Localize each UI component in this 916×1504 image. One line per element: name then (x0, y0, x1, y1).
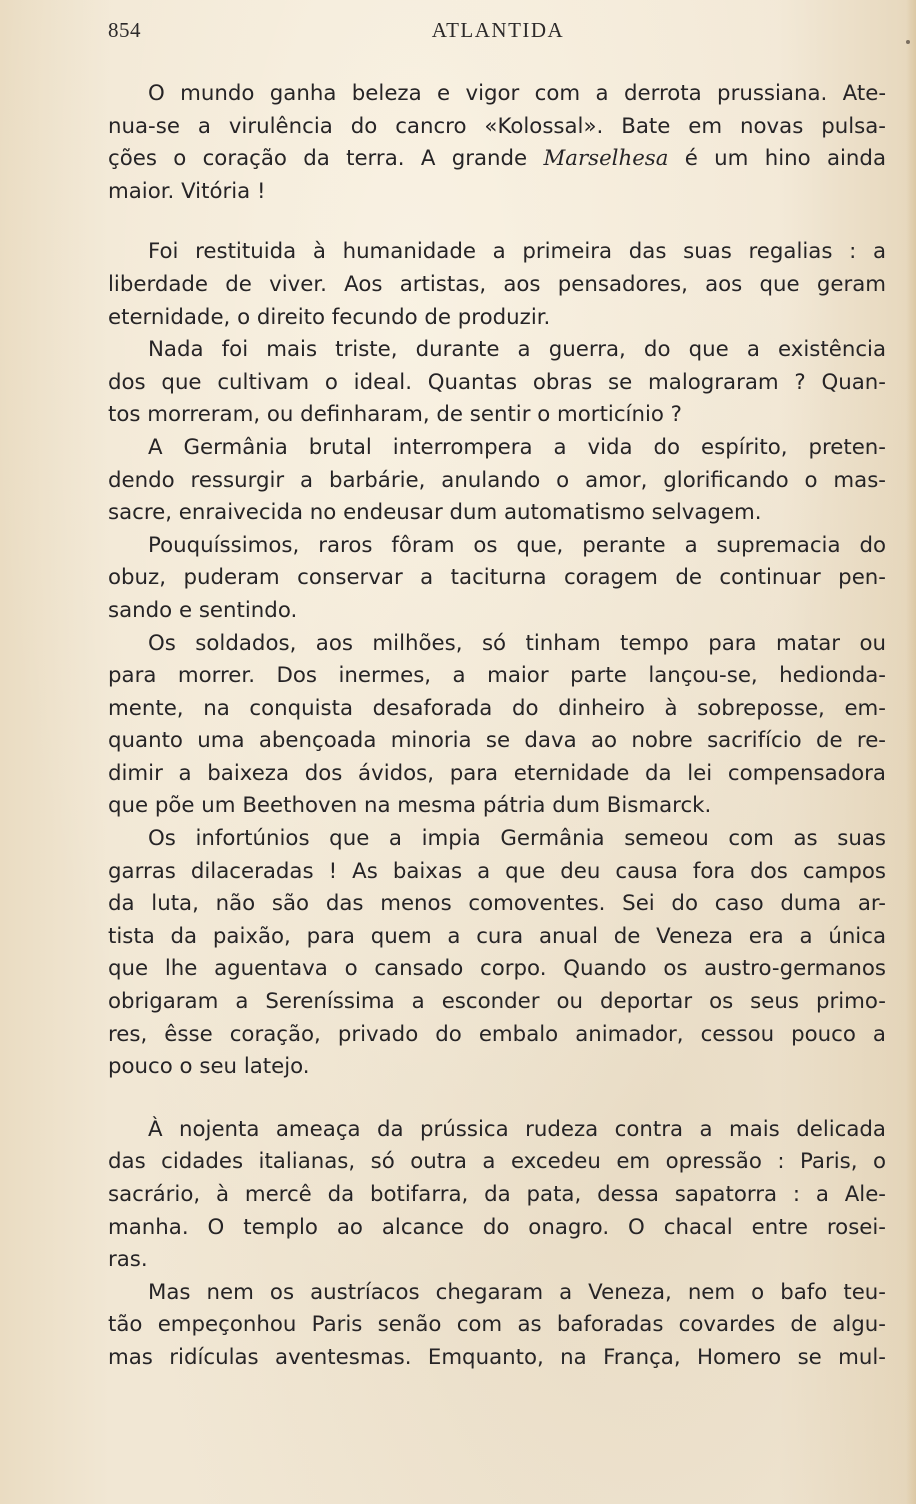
paragraph-2 (108, 236, 886, 334)
text-line: Nada foi mais triste, durante a guerra, do que a existência (148, 337, 886, 363)
running-title: ATLANTIDA (431, 18, 565, 42)
text-line: maior. Vitória ! (108, 178, 266, 204)
text-line: ras. (108, 1247, 148, 1273)
text-line: tos morreram, ou definharam, de sentir o morticínio ? (108, 402, 682, 428)
text-span: é um hino ainda (668, 146, 886, 172)
text-line: A Germânia brutal interrompera a vida do espírito, preten- (148, 434, 886, 460)
text-line: dimir a baixeza dos ávidos, para eternidade da lei compensadora (108, 760, 886, 786)
section-break (108, 208, 886, 236)
text-line: dendo ressurgir a barbárie, anulando o amor, glorificando o mas- (108, 467, 886, 493)
text-line: da luta, não são das menos comoventes. Sei do caso duma ar- (108, 891, 886, 917)
text-line: res, êsse coração, privado do embalo animador, cessou pouco a (108, 1021, 886, 1047)
text-line: liberdade de viver. Aos artistas, aos pensadores, aos que geram (108, 271, 886, 297)
paragraph-1 (108, 78, 886, 208)
text-line: garras dilaceradas ! As baixas a que deu causa fora dos campos (108, 858, 886, 884)
text-line: que põe um Beethoven na mesma pátria dum Bismarck. (108, 793, 712, 819)
paragraph-8 (108, 1114, 886, 1277)
text-line: manha. O templo ao alcance do onagro. O chacal entre rosei- (108, 1214, 886, 1240)
text-span: ções o coração da terra. A grande (108, 146, 544, 172)
text-line: À nojenta ameaça da prússica rudeza contra a mais delicada (148, 1116, 886, 1142)
margin-dot (906, 40, 910, 44)
text-line: sacre, enraivecida no endeusar dum automatismo selvagem. (108, 500, 762, 526)
text-line: sando e sentindo. (108, 597, 298, 623)
text-line: pouco o seu latejo. (108, 1054, 310, 1080)
text-line: Pouquíssimos, raros fôram os que, perante a supremacia do (148, 532, 886, 558)
text-line: dos que cultivam o ideal. Quantas obras se malograram ? Quan- (108, 369, 886, 395)
text-line: O mundo ganha beleza e vigor com a derrota prussiana. Ate- (148, 81, 886, 106)
paragraph-3 (108, 334, 886, 432)
text-line: obrigaram a Sereníssima a esconder ou deportar os seus primo- (108, 989, 886, 1015)
paragraph-4 (108, 432, 886, 530)
text-line: Os soldados, aos milhões, só tinham tempo para matar ou (148, 630, 886, 656)
text-line: eternidade, o direito fecundo de produzir. (108, 304, 551, 330)
text-line: quanto uma abençoada minoria se dava ao nobre sacrifício de re- (108, 728, 886, 754)
page-number: 854 (108, 18, 141, 42)
text-line: mente, na conquista desaforada do dinheiro à sobreposse, em- (108, 695, 886, 721)
text-line: que lhe aguentava o cansado corpo. Quando os austro-germanos (108, 956, 886, 982)
text-line: obuz, puderam conservar a taciturna coragem de continuar pen- (108, 565, 886, 591)
paragraph-7 (108, 823, 886, 1084)
text-line: nua-se a virulência do cancro «Kolossal». Bate em novas pulsa- (108, 113, 886, 139)
section-break (108, 1084, 886, 1114)
paragraph-9 (108, 1277, 886, 1375)
paragraph-6 (108, 628, 886, 824)
text-line: mas ridículas aventesmas. Emquanto, na França, Homero se mul- (108, 1344, 886, 1370)
page-edge-shadow (906, 0, 916, 1504)
text-line: Foi restituida à humanidade a primeira das suas regalias : a (148, 239, 886, 265)
italic-title: Marselhesa (543, 146, 669, 172)
text-line: sacrário, à mercê da botifarra, da pata, dessa sapatorra : a Ale- (108, 1182, 886, 1207)
text-line: Os infortúnios que a impia Germânia semeou com as suas (148, 826, 886, 852)
text-line: tão empeçonhou Paris senão com as baforadas covardes de algu- (108, 1312, 886, 1338)
page-header (108, 18, 888, 46)
body-text (108, 78, 886, 1375)
text-line: Mas nem os austríacos chegaram a Veneza, nem o bafo teu- (148, 1279, 886, 1305)
text-line: das cidades italianas, só outra a excedeu em opressão : Paris, o (108, 1149, 886, 1175)
text-line: tista da paixão, para quem a cura anual de Veneza era a única (108, 923, 886, 949)
text-line: para morrer. Dos inermes, a maior parte lançou-se, hedionda- (108, 663, 886, 689)
text-line-mixed (108, 143, 886, 176)
paragraph-5 (108, 530, 886, 628)
